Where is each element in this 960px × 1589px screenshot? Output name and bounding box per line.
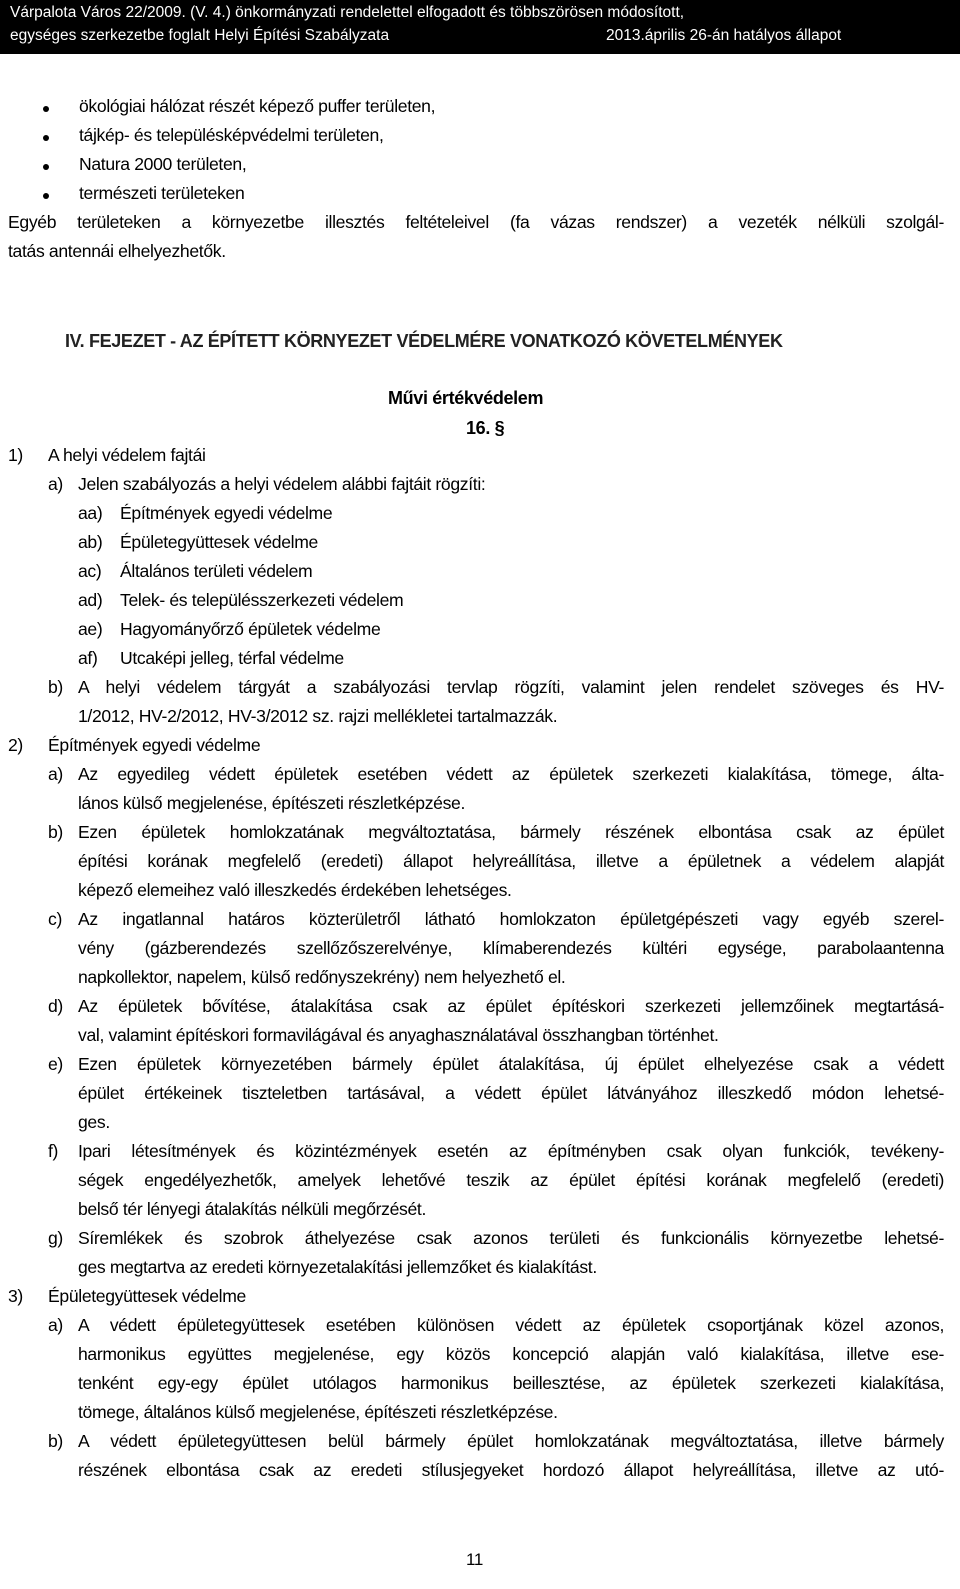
item-label: b) [48,1431,63,1451]
item-line: ges. [78,1112,110,1132]
item-line: belső tér lényegi átalakítás nélküli megőrzését. [78,1199,426,1219]
subitem-label: ab) [78,532,103,552]
item-line: tenként egy-egy épület utólagos harmonikus beillesztése, az épületek szerkezeti kialakítása, [78,1373,944,1393]
section-number: 2) [8,735,23,755]
page-header [0,0,960,54]
section-number: 1) [8,445,23,465]
subitem-label: ae) [78,619,103,639]
item-line: Síremlékek és szobrok áthelyezése csak azonos területi és funkcionális környezetbe lehetsé- [78,1228,944,1248]
item-label: g) [48,1228,63,1248]
subitem-label: af) [78,648,98,668]
item-text: Jelen szabályozás a helyi védelem alábbi fajtáit rögzíti: [78,474,486,494]
item-label: b) [48,677,63,697]
bullet-item: tájkép- és településképvédelmi területen, [79,125,384,145]
item-line: val, valamint építéskori formavilágával és anyaghasználatával összhangban történhet. [78,1025,719,1045]
bullet-item: Natura 2000 területen, [79,154,247,174]
item-label: d) [48,996,63,1016]
bullet-item: természeti területeken [79,183,245,203]
section-heading: Építmények egyedi védelme [48,735,261,755]
item-line: A helyi védelem tárgyát a szabályozási tervlap rögzíti, valamint jelen rendelet szöveges és HV- [78,677,944,697]
item-label: c) [48,909,62,929]
item-line: Az ingatlannal határos közterületről látható homlokzaton épületgépészeti vagy egyéb szerel- [78,909,944,929]
item-line: Ezen épületek homlokzatának megváltoztatása, bármely részének elbontása csak az épület [78,822,944,842]
item-label: b) [48,822,63,842]
section-heading: A helyi védelem fajtái [48,445,206,465]
item-line: harmonikus együttes megjelenése, egy közös koncepció alapján való kialakítása, illetve ese- [78,1344,944,1364]
subitem-label: ad) [78,590,103,610]
item-line: Az épületek bővítése, átalakítása csak az épület építéskori szerkezeti jellemzőinek megtartásá- [78,996,944,1016]
section-heading: Épületegyüttesek védelme [48,1286,246,1306]
item-line: Ezen épületek környezetében bármely épület átalakítása, új épület elhelyezése csak a védett [78,1054,944,1074]
item-line: ges megtartva az eredeti környezetalakítási jellemzőket és kialakítást. [78,1257,597,1277]
item-line: épület értékeinek tiszteletben tartásával, a védett épület látványához illeszkedő módon lehetsé- [78,1083,944,1103]
subitem-label: aa) [78,503,103,523]
bullet-item: ökológiai hálózat részét képező puffer területen, [79,96,436,116]
subitem-text: Telek- és településszerkezeti védelem [120,590,404,610]
item-line: Ipari létesítmények és közintézmények esetén az építményben csak olyan funkciók, tevékeny- [78,1141,944,1161]
item-line: tömege, általános külső megjelenése, építészeti részletképzése. [78,1402,558,1422]
bullet-icon [43,164,49,170]
item-label: a) [48,1315,63,1335]
bullet-icon [43,106,49,112]
item-label: e) [48,1054,63,1074]
section-number: 3) [8,1286,23,1306]
item-label: a) [48,474,63,494]
page-number: 11 [466,1550,483,1569]
item-line: A védett épületegyüttesen belül bármely épület homlokzatának megváltoztatása, illetve bármely [78,1431,944,1451]
item-line: napkollektor, napelem, külső redőnyszekrény) nem helyezhető el. [78,967,566,987]
item-line: vény (gázberendezés szellőzőszerelvénye, klímaberendezés kültéri egysége, parabolaantenna [78,938,944,958]
intro-line: Egyéb területeken a környezetbe illesztés feltételeivel (fa vázas rendszer) a vezeték nélküli szolgál- [8,212,944,232]
item-line: részének elbontása csak az eredeti stílusjegyeket hordozó állapot helyreállítása, illetve az utó- [78,1460,944,1480]
chapter-title: IV. FEJEZET - AZ ÉPÍTETT KÖRNYEZET VÉDELMÉRE VONATKOZÓ KÖVETELMÉNYEK [65,331,783,351]
bullet-icon [43,135,49,141]
subitem-text: Épületegyüttesek védelme [120,532,318,552]
subitem-label: ac) [78,561,102,581]
header-line-1: Várpalota Város 22/2009. (V. 4.) önkormányzati rendelettel elfogadott és többszörösen módosított, [10,4,685,21]
intro-line: tatás antennái elhelyezhetők. [8,241,226,261]
subitem-text: Utcaképi jelleg, térfal védelme [120,648,344,668]
item-line: A védett épületegyüttesek esetében különösen védett az épületek csoportjának közel azonos, [78,1315,944,1335]
subitem-text: Hagyományőrző épületek védelme [120,619,381,639]
item-label: a) [48,764,63,784]
bullet-icon [43,193,49,199]
item-line: 1/2012, HV-2/2012, HV-3/2012 sz. rajzi mellékletei tartalmazzák. [78,706,558,726]
subitem-text: Építmények egyedi védelme [120,503,333,523]
header-line-2-left: egységes szerkezetbe foglalt Helyi Építési Szabályzata [10,27,390,44]
item-line: Az egyedileg védett épületek esetében védett az épületek szerkezeti kialakítása, tömege, álta- [78,764,944,784]
item-label: f) [48,1141,59,1161]
item-line: képező elemeihez való illeszkedés érdekében lehetséges. [78,880,512,900]
item-line: lános külső megjelenése, építészeti részletképzése. [78,793,466,813]
item-line: ségek engedélyezhetők, amelyek lehetővé teszik az épület építési korának megfelelő (eredeti) [78,1170,944,1190]
header-line-2-right: 2013.április 26-án hatályos állapot [606,27,842,44]
item-line: építési korának megfelelő (eredeti) állapot helyreállítása, illetve a épületnek a védelem alapját [78,851,944,871]
section-title: Művi értékvédelem [388,388,544,408]
paragraph-number: 16. § [466,418,505,438]
subitem-text: Általános területi védelem [120,561,313,581]
